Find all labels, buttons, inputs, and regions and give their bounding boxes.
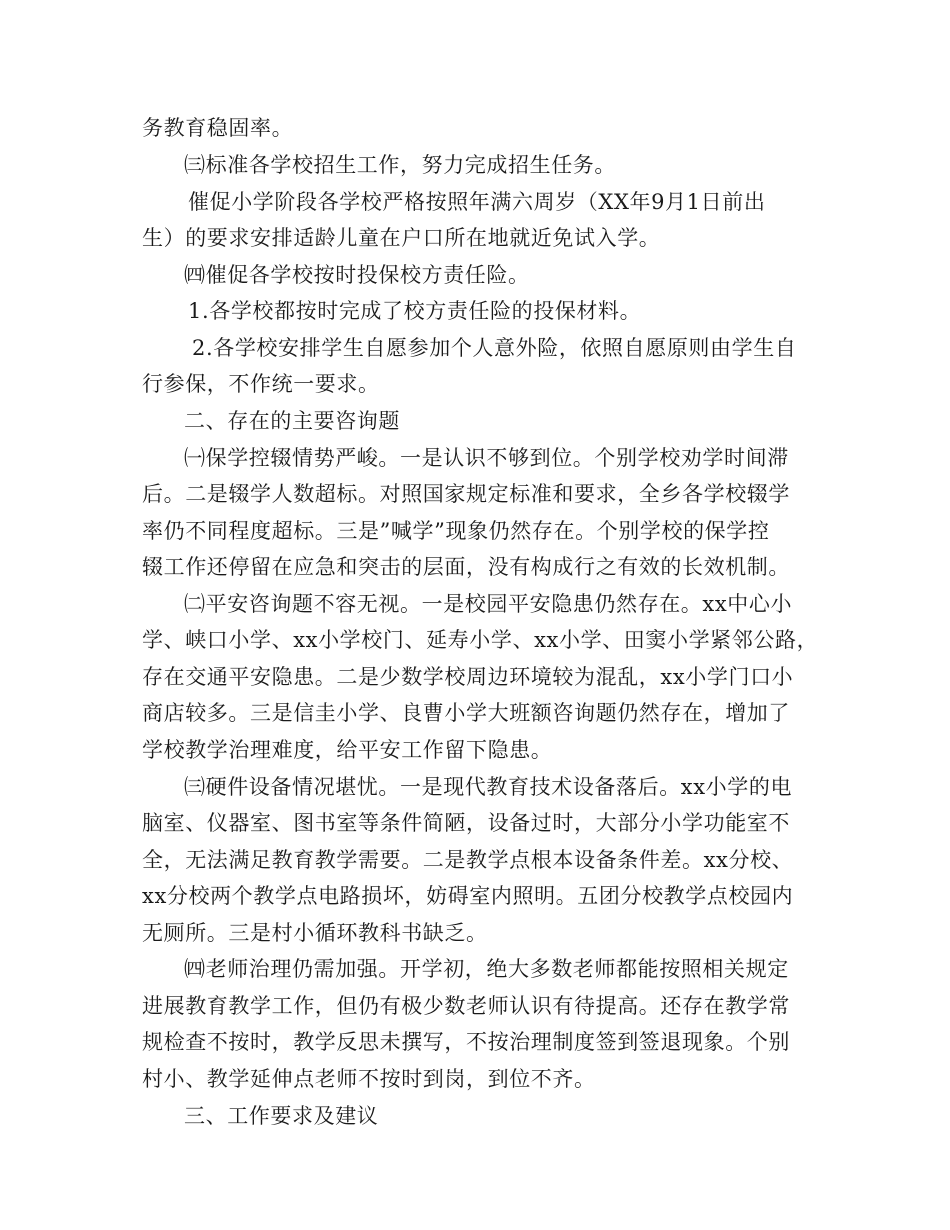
list-item: 1.各学校都按时完成了校方责任险的投保材料。 <box>188 299 642 323</box>
text-line: 无厕所。三是村小循环教科书缺乏。 <box>142 921 488 945</box>
text-line: 学校教学治理难度，给平安工作留下隐患。 <box>142 738 553 762</box>
text-line: 行参保，不作统一要求。 <box>142 372 380 396</box>
text-line: xx分校两个教学点电路损坏，妨碍室内照明。五团分校教学点校园内 <box>142 884 794 908</box>
section-heading: 二、存在的主要咨询题 <box>184 409 400 433</box>
text-line: 存在交通平安隐患。二是少数学校周边环境较为混乱，xx小学门口小 <box>142 665 794 689</box>
section-heading: ㈢标准各学校招生工作，努力完成招生任务。 <box>184 153 616 177</box>
text-line: 脑室、仪器室、图书室等条件简陋，设备过时，大部分小学功能室不 <box>142 811 790 835</box>
text-line: ㈣老师治理仍需加强。开学初，绝大多数老师都能按照相关规定 <box>184 957 789 981</box>
text-line: ㈡平安咨询题不容无视。一是校园平安隐患仍然存在。xx中心小 <box>184 592 793 616</box>
text-line: 率仍不同程度超标。三是”喊学”现象仍然存在。个别学校的保学控 <box>142 519 770 543</box>
text-line: ㈢硬件设备情况堪忧。一是现代教育技术设备落后。xx小学的电 <box>184 775 793 799</box>
text-line: 学、峡口小学、xx小学校门、延寿小学、xx小学、田窦小学紧邻公路， <box>142 628 819 652</box>
text-line: 村小、教学延伸点老师不按时到岗，到位不齐。 <box>142 1067 596 1091</box>
text-line: 催促小学阶段各学校严格按照年满六周岁（XX年9月1日前出 <box>188 190 766 214</box>
text-line: 后。二是辍学人数超标。对照国家规定标准和要求，全乡各学校辍学 <box>142 482 790 506</box>
text-line: 进展教育教学工作，但仍有极少数老师认识有待提高。还存在教学常 <box>142 994 790 1018</box>
text-line: 规检查不按时，教学反思未撰写，不按治理制度签到签退现象。个别 <box>142 1030 790 1054</box>
text-line: 商店较多。三是信圭小学、良曹小学大班额咨询题仍然存在，增加了 <box>142 701 790 725</box>
list-item: 2.各学校安排学生自愿参加个人意外险，依照自愿原则由学生自 <box>192 336 797 360</box>
text-line: ㈠保学控辍情势严峻。一是认识不够到位。个别学校劝学时间滞 <box>184 446 789 470</box>
text-line: 生）的要求安排适龄儿童在户口所在地就近免试入学。 <box>142 226 661 250</box>
text-line: 全，无法满足教育教学需要。二是教学点根本设备条件差。xx分校、 <box>142 848 794 872</box>
text-line: 辍工作还停留在应急和突击的层面，没有构成行之有效的长效机制。 <box>142 555 790 579</box>
text-line: 务教育稳固率。 <box>142 116 294 140</box>
section-heading: ㈣催促各学校按时投保校方责任险。 <box>184 263 530 287</box>
section-heading: 三、工作要求及建议 <box>184 1104 379 1128</box>
